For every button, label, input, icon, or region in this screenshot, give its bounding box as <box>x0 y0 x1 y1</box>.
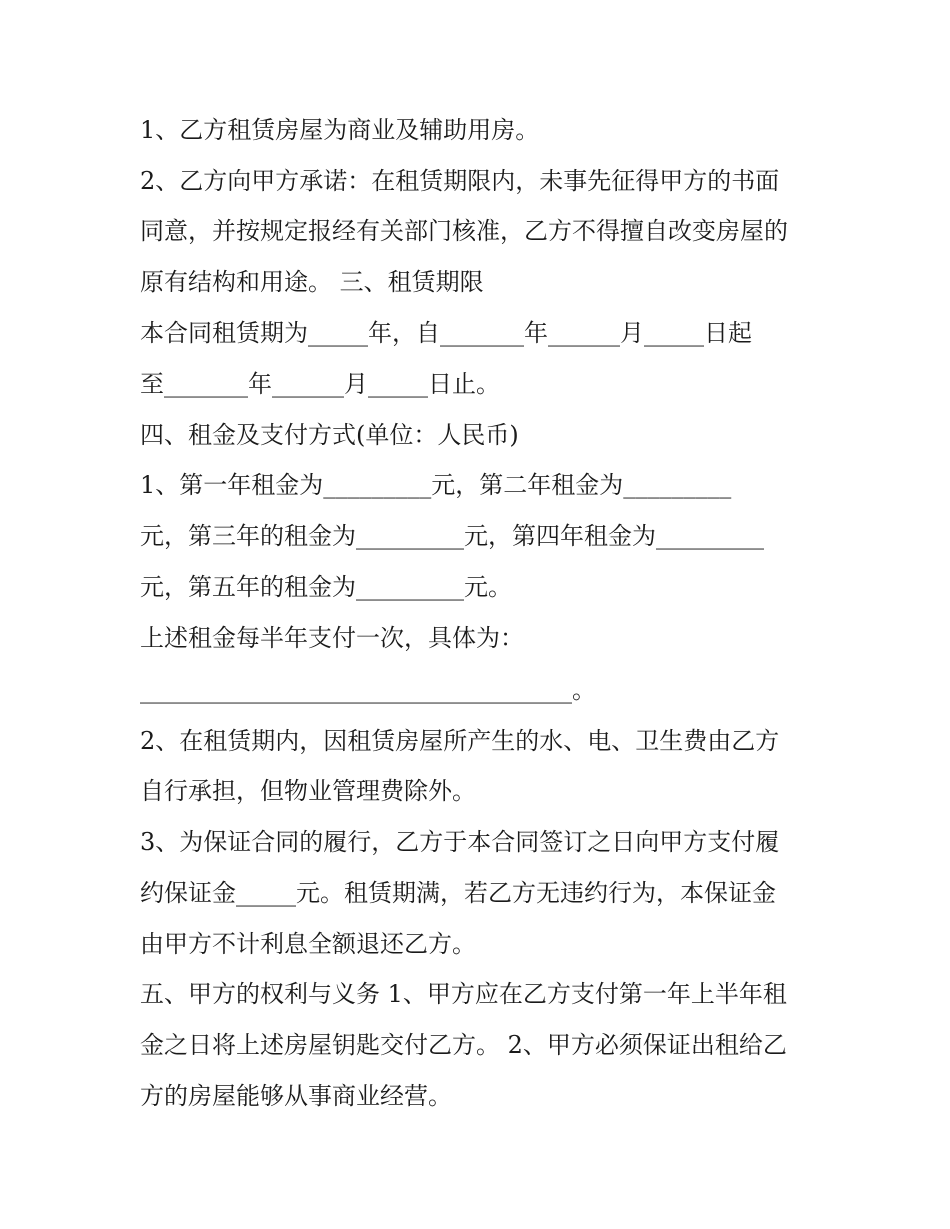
section-heading-line: 四、租金及支付方式(单位：人民币) <box>140 421 519 449</box>
section-heading-line: 五、甲方的权利与义务 1、甲方应在乙方支付第一年上半年租 <box>140 980 787 1008</box>
clause-line: 元，第三年的租金为_________元，第四年租金为_________ <box>140 522 764 550</box>
clause-line: 金之日将上述房屋钥匙交付乙方。 2、甲方必须保证出租给乙 <box>140 1031 787 1059</box>
clause-line: 1、乙方租赁房屋为商业及辅助用房。 <box>140 116 540 144</box>
clause-line: 1、第一年租金为_________元，第二年租金为_________ <box>140 471 732 499</box>
clause-line: 2、乙方向甲方承诺：在租赁期限内，未事先征得甲方的书面 <box>140 167 780 195</box>
clause-line: 约保证金_____元。租赁期满，若乙方无违约行为，本保证金 <box>140 879 776 907</box>
clause-line: 2、在租赁期内，因租赁房屋所产生的水、电、卫生费由乙方 <box>140 727 780 755</box>
blank-fill-line: ____________________________________。 <box>140 676 596 704</box>
section-heading-line: 原有结构和用途。 三、租赁期限 <box>140 268 484 296</box>
clause-line: 至_______年______月_____日止。 <box>140 370 500 398</box>
clause-line: 3、为保证合同的履行，乙方于本合同签订之日向甲方支付履 <box>140 828 780 856</box>
clause-line: 同意，并按规定报经有关部门核准，乙方不得擅自改变房屋的 <box>140 217 788 245</box>
clause-line: 本合同租赁期为_____年，自_______年______月_____日起 <box>140 319 752 347</box>
clause-line: 由甲方不计利息全额退还乙方。 <box>140 930 476 958</box>
clause-line: 上述租金每半年支付一次，具体为： <box>140 624 524 652</box>
clause-line: 方的房屋能够从事商业经营。 <box>140 1082 452 1110</box>
clause-line: 自行承担，但物业管理费除外。 <box>140 777 476 805</box>
clause-line: 元，第五年的租金为_________元。 <box>140 573 512 601</box>
